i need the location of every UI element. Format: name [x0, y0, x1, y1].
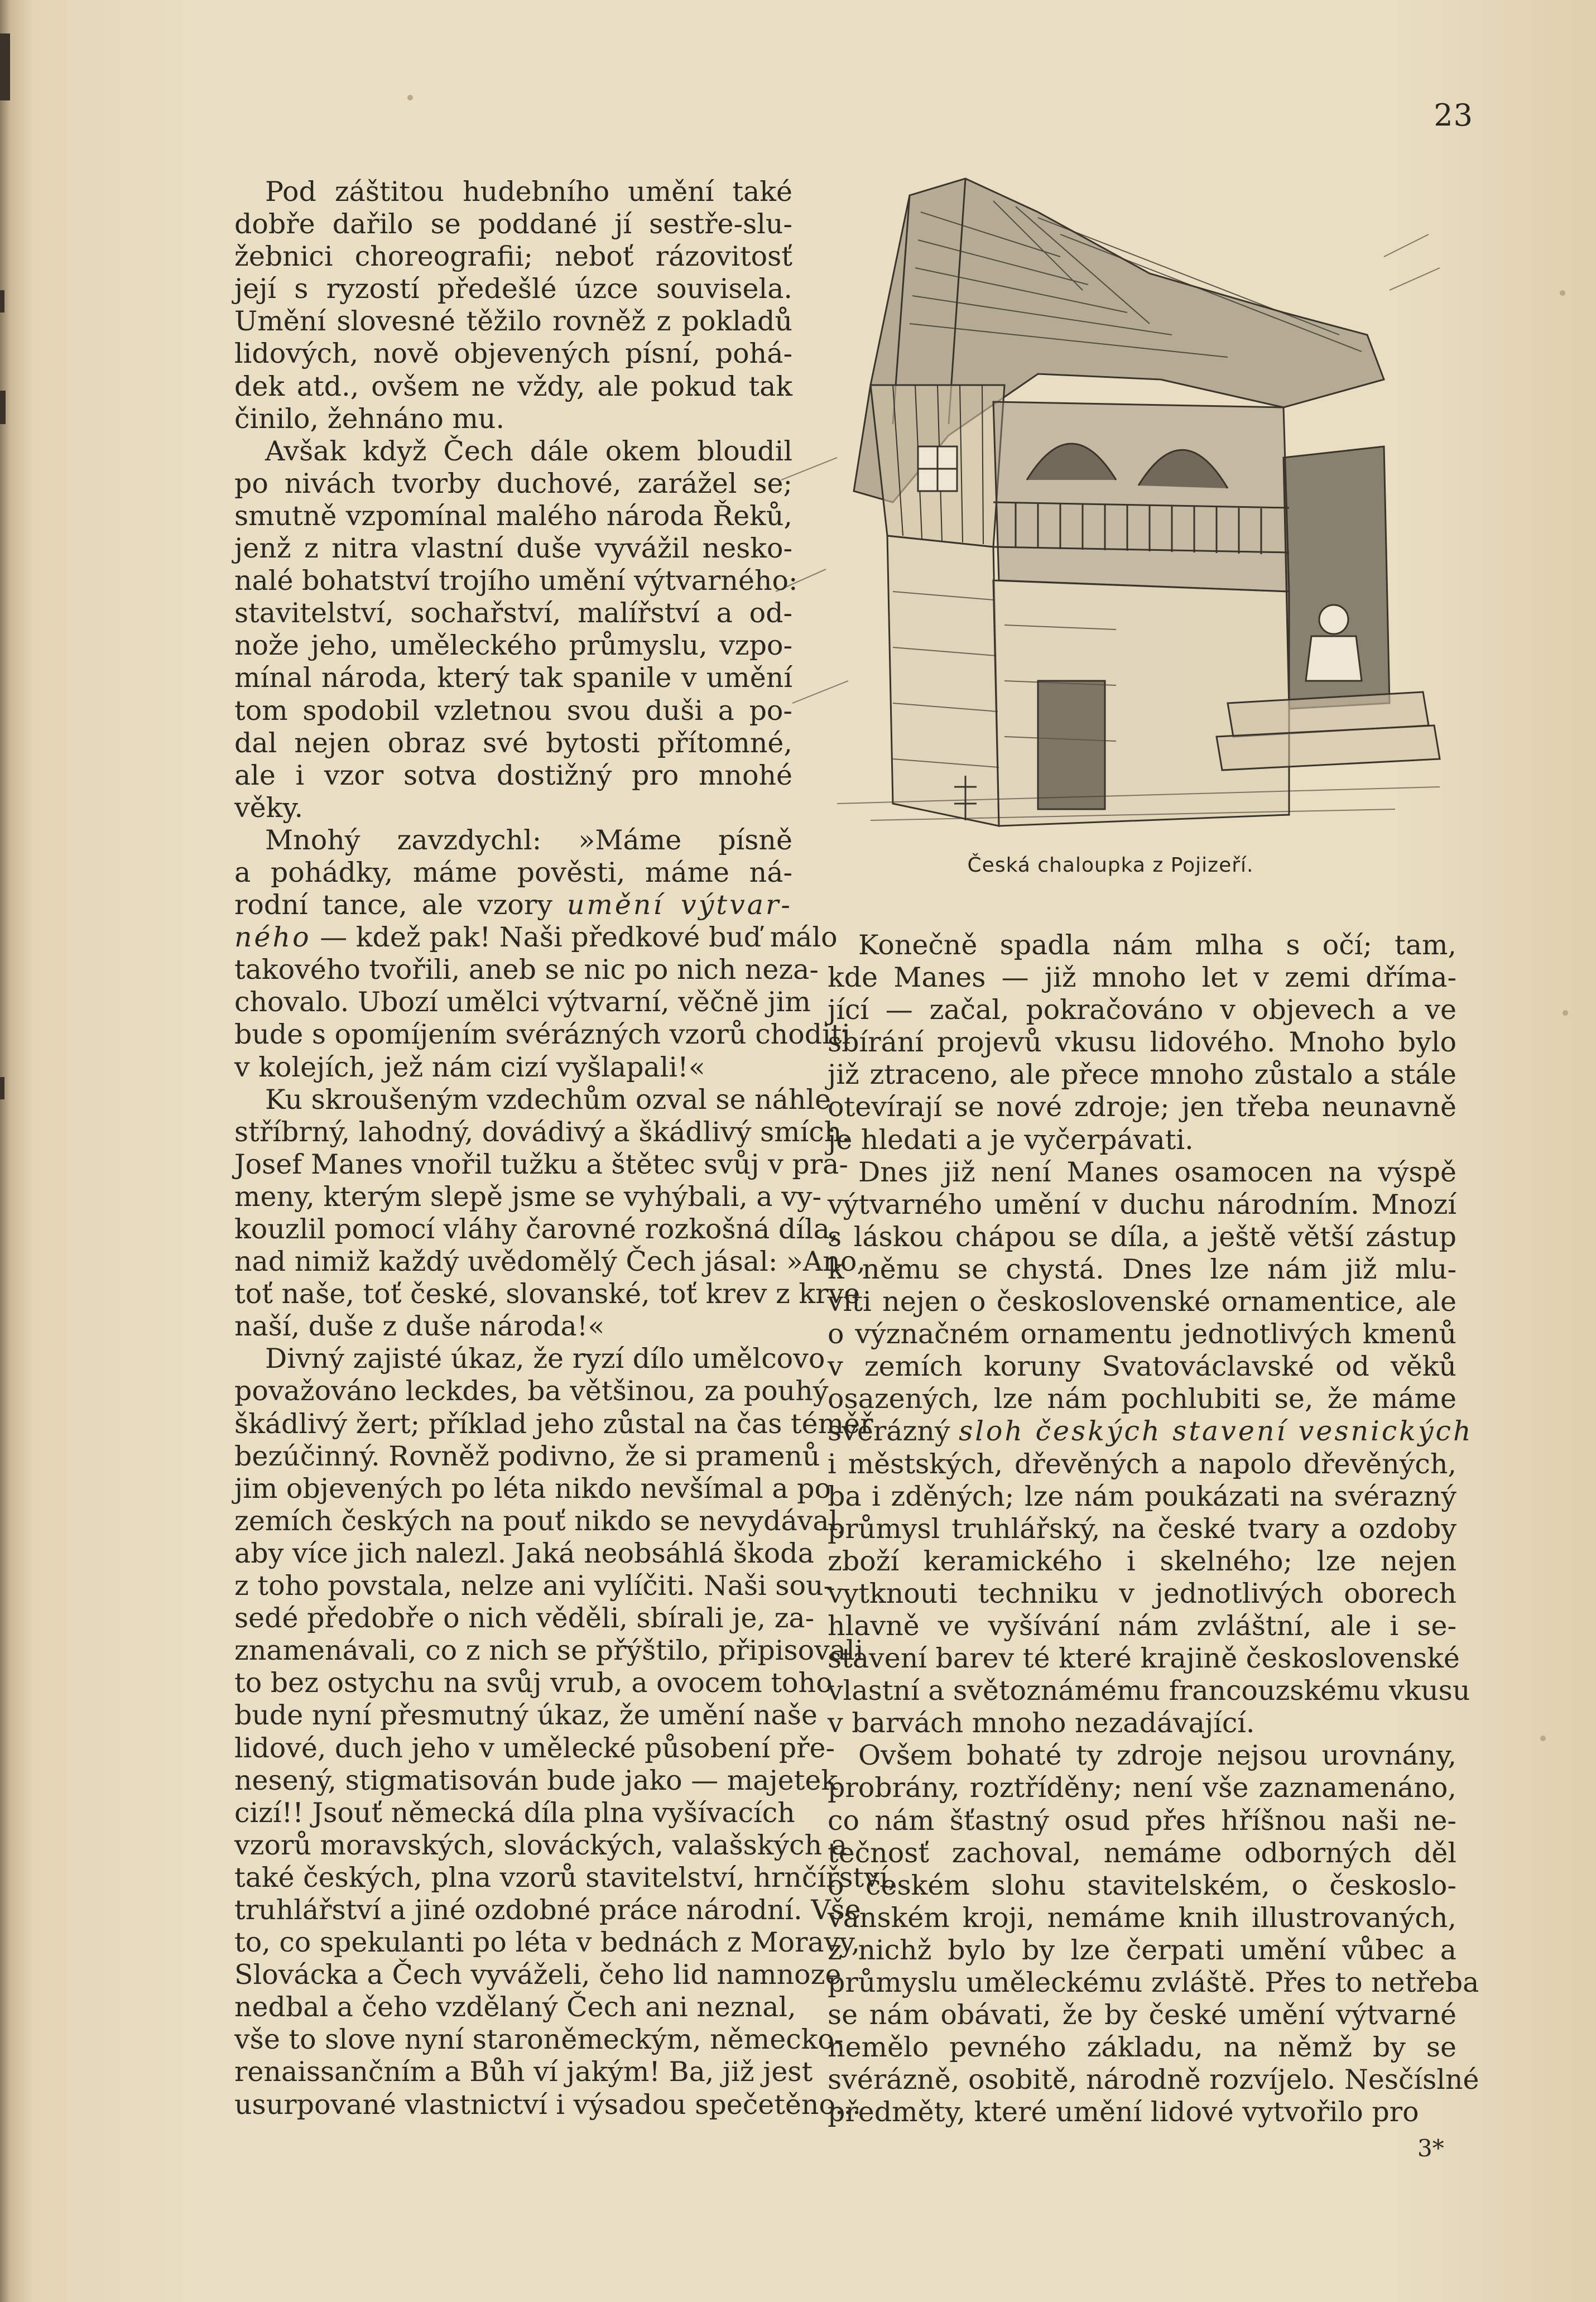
text-line: po nivách tvorby duchové, zarážel se;	[234, 467, 792, 499]
text-line: nedbal a čeho vzdělaný Čech ani neznal,	[234, 1991, 796, 2024]
paragraph	[234, 176, 792, 435]
text-line: předměty, které umění lidové vytvořilo pro	[828, 2096, 1419, 2128]
text-line: Umění slovesné těžilo rovněž z pokladů	[234, 305, 792, 338]
text-line: stavení barev té které krajině československé	[828, 1642, 1460, 1675]
paper-spot	[1540, 1736, 1546, 1741]
text-line: takového tvořili, aneb se nic po nich neza-	[234, 954, 819, 986]
text-line: výtvarného umění v duchu národním. Mnozí	[828, 1188, 1456, 1220]
text-line: vanském kroji, nemáme knih illustrovaných,	[828, 1901, 1456, 1934]
paragraph	[828, 929, 1456, 1156]
paragraph	[234, 824, 851, 1084]
text-line: stříbrný, lahodný, dovádivý a škádlivý smích.	[234, 1116, 850, 1148]
text-line: věky.	[234, 791, 304, 824]
text-line: ba i zděných; lze nám poukázati na svérazný	[828, 1480, 1456, 1512]
spine-mark	[0, 1077, 4, 1099]
paragraph	[828, 1156, 1473, 1740]
text-line: v barvách mnoho nezadávající.	[828, 1707, 1255, 1739]
text-line: nemělo pevného základu, na němž by se	[828, 2031, 1456, 2064]
text-line: považováno leckdes, ba většinou, za pouhý	[234, 1375, 829, 1407]
text-line: dal nejen obraz své bytosti přítomné,	[234, 727, 792, 759]
text-line: k němu se chystá. Dnes lze nám již mlu-	[828, 1253, 1456, 1285]
right-text-column	[828, 929, 1479, 2128]
text-line: v zemích koruny Svatováclavské od věků	[828, 1351, 1456, 1383]
text-line: nad nimiž každý uvědomělý Čech jásal: »Ano,	[234, 1246, 866, 1278]
spine-mark	[0, 290, 4, 313]
text-line: vzorů moravských, slováckých, valašských a	[234, 1829, 847, 1861]
text-line: její s ryzostí předešlé úzce souvisela.	[234, 273, 792, 305]
text-line: kouzlil pomocí vláhy čarovné rozkošná díla,	[234, 1213, 839, 1245]
text-line: Pod záštitou hudebního umění také	[265, 176, 792, 208]
text-line: toť naše, toť české, slovanské, toť krev z krve	[234, 1278, 861, 1310]
paper-spot	[1563, 1010, 1568, 1016]
text-line: Josef Manes vnořil tužku a štětec svůj v pra-	[234, 1148, 848, 1180]
text-line: i městských, dřevěných a napolo dřevěných,	[828, 1448, 1456, 1480]
text-line: chovalo. Ubozí umělci výtvarní, věčně jim	[234, 986, 811, 1018]
text-line: vše to slove nyní staroněmeckým, německo-	[234, 2024, 844, 2056]
text-line: z toho povstala, nelze ani vylíčiti. Naši sou-	[234, 1570, 833, 1602]
text-line: ného — kdež pak! Naši předkové buď málo	[234, 921, 838, 954]
text-line: znamenávali, co z nich se přýštilo, připisovali	[234, 1635, 864, 1667]
text-line: Mnohý zavzdychl: »Máme písně	[265, 824, 792, 856]
text-line: již ztraceno, ale přece mnoho zůstalo a stále	[828, 1059, 1456, 1091]
text-line: tom spodobil vzletnou svou duši a po-	[234, 694, 792, 727]
spine-mark	[0, 33, 10, 100]
figure-caption: Česká chaloupka z Pojizeří.	[967, 854, 1254, 877]
text-line: Avšak když Čech dále okem bloudil	[265, 435, 792, 467]
text-line: žebnici choreografii; neboť rázovitosť	[234, 241, 792, 273]
text-line: co nám šťastný osud přes hříšnou naši ne-	[828, 1804, 1456, 1837]
text-line: Divný zajisté úkaz, že ryzí dílo umělcovo	[265, 1343, 825, 1375]
text-line: bezúčinný. Rovněž podivno, že si pramenů	[234, 1440, 820, 1472]
text-line: renaissančním a Bůh ví jakým! Ba, již jest	[234, 2056, 813, 2088]
text-line: rodní tance, ale vzory umění výtvar-	[234, 889, 792, 921]
text-line: činilo, žehnáno mu.	[234, 402, 505, 435]
text-line: zboží keramického i skelného; lze nejen	[828, 1545, 1456, 1577]
text-line: o význačném ornamentu jednotlivých kmenů	[828, 1318, 1456, 1351]
text-line: sbírání projevů vkusu lidového. Mnoho bylo	[828, 1026, 1456, 1059]
text-line: svérázně, osobitě, národně rozvíjelo. Nesčíslné	[828, 2064, 1479, 2096]
text-line: zemích českých na pouť nikdo se nevydával,	[234, 1505, 847, 1537]
text-line: truhlářství a jiné ozdobné práce národní. Vše	[234, 1893, 861, 1926]
signature-mark: 3*	[1417, 2135, 1444, 2162]
text-line: z nichž bylo by lze čerpati umění vůbec a	[828, 1934, 1456, 1966]
page-number: 23	[1434, 98, 1473, 133]
text-line: nože jeho, uměleckého průmyslu, vzpo-	[234, 629, 792, 662]
text-line: nesený, stigmatisován bude jako — majetek	[234, 1764, 838, 1796]
text-line: v kolejích, jež nám cizí vyšlapali!«	[234, 1051, 705, 1083]
text-line: průmysl truhlářský, na české tvary a ozdoby	[828, 1512, 1456, 1545]
text-line: se nám obávati, že by české umění výtvarné	[828, 1999, 1456, 2031]
text-line: lidových, nově objevených písní, pohá-	[234, 338, 792, 370]
text-line: Ku skroušeným vzdechům ozval se náhle	[265, 1083, 831, 1116]
text-line: o českém slohu stavitelském, o českoslo-	[828, 1869, 1456, 1901]
text-line: jenž z nitra vlastní duše vyvážil nesko-	[234, 532, 792, 565]
text-line: vlastní a světoznámému francouzskému vkusu	[828, 1675, 1470, 1707]
spine-mark	[0, 391, 6, 424]
text-line: sedé předobře o nich věděli, sbírali je, za-	[234, 1602, 815, 1635]
text-line: to, co spekulanti po léta v bednách z Moravy,	[234, 1926, 861, 1959]
text-line: usurpované vlastnictví i výsadou spečetěno...	[234, 2088, 861, 2121]
text-line: aby více jich nalezl. Jaká neobsáhlá škoda	[234, 1537, 814, 1569]
paragraph	[234, 1083, 866, 1343]
text-line: otevírají se nové zdroje; jen třeba neunavně	[828, 1091, 1456, 1123]
paragraph	[234, 435, 798, 824]
text-line: lidové, duch jeho v umělecké působení pře-	[234, 1732, 835, 1764]
text-line: nalé bohatství trojího umění výtvarného:	[234, 565, 798, 597]
text-line: bude s opomíjením svérázných vzorů choditi	[234, 1018, 851, 1051]
text-line: vytknouti techniku v jednotlivých oborech	[828, 1577, 1456, 1609]
paper-spot	[1560, 290, 1565, 296]
text-line: jící — začal, pokračováno v objevech a ve	[828, 994, 1456, 1026]
text-line: tečnosť zachoval, nemáme odborných děl	[828, 1837, 1456, 1869]
text-line: Slovácka a Čech vyváželi, čeho lid namnoze	[234, 1959, 842, 1991]
left-text-column	[234, 176, 897, 2121]
text-line: kde Manes — již mnoho let v zemi dříma-	[828, 962, 1456, 994]
text-line: je hledati a je vyčerpávati.	[828, 1123, 1194, 1156]
paragraph	[234, 1343, 897, 2121]
text-line: průmyslu uměleckému zvláště. Přes to netřeba	[828, 1967, 1479, 1998]
text-line: viti nejen o československé ornamentice, ale	[828, 1286, 1456, 1318]
paragraph	[828, 1739, 1479, 2128]
text-line: dek atd., ovšem ne vždy, ale pokud tak	[234, 370, 792, 402]
text-line: meny, kterým slepě jsme se vyhýbali, a vy-	[234, 1180, 822, 1213]
text-line: ale i vzor sotva dostižný pro mnohé	[234, 759, 792, 791]
text-line: stavitelství, sochařství, malířství a od-	[234, 597, 792, 629]
text-line: smutně vzpomínal malého národa Řeků,	[234, 499, 792, 532]
paper-spot	[407, 95, 413, 100]
text-line: probrány, roztříděny; není vše zaznamenáno,	[828, 1772, 1456, 1804]
text-line: svérázný sloh českých stavení vesnických	[828, 1415, 1473, 1448]
text-line: osazených, lze nám pochlubiti se, že máme	[828, 1383, 1456, 1415]
text-line: Ovšem bohaté ty zdroje nejsou urovnány,	[858, 1739, 1456, 1772]
text-line: to bez ostychu na svůj vrub, a ovocem toho	[234, 1667, 833, 1699]
text-line: bude nyní přesmutný úkaz, že umění naše	[234, 1699, 818, 1732]
text-line: škádlivý žert; příklad jeho zůstal na čas téměř	[234, 1407, 873, 1440]
text-line: dobře dařilo se poddané jí sestře-slu-	[234, 208, 792, 241]
text-line: Dnes již není Manes osamocen na výspě	[858, 1156, 1456, 1188]
text-line: cizí!! Jsouť německá díla plna vyšívacích	[234, 1796, 795, 1829]
text-line: jim objevených po léta nikdo nevšímal a po	[234, 1472, 831, 1505]
text-line: Konečně spadla nám mlha s očí; tam,	[858, 929, 1456, 961]
text-line: hlavně ve vyšívání nám zvláštní, ale i se-	[828, 1609, 1456, 1642]
text-line: mínal národa, který tak spanile v umění	[234, 662, 792, 694]
cottage-illustration	[725, 145, 1462, 859]
text-line: s láskou chápou se díla, a ještě větší zástup	[828, 1220, 1456, 1253]
text-line: také českých, plna vzorů stavitelství, hrnčířství,	[234, 1861, 897, 1893]
text-line: a pohádky, máme pověsti, máme ná-	[234, 856, 792, 888]
text-line: naší, duše z duše národa!«	[234, 1310, 605, 1343]
